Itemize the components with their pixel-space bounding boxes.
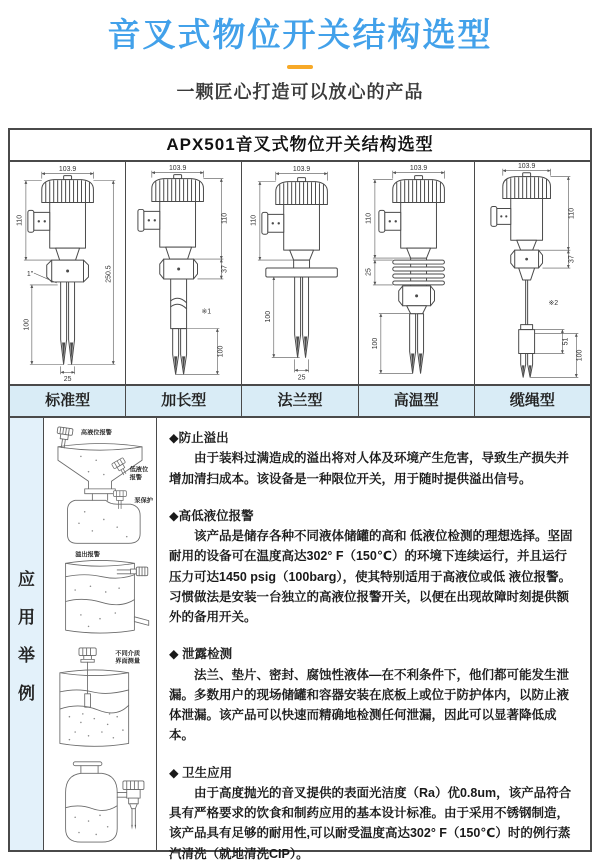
type-label-flange: 法兰型 [242,386,358,416]
dim-fork: 100 [217,345,225,358]
application-diagrams [44,418,157,850]
application-row [10,418,590,861]
overflow-tank-diagram [44,548,156,645]
selection-table [8,128,592,861]
dim-nut: 37 [221,265,229,273]
dim-note: ※2 [548,299,558,307]
drawing-hightemp [359,162,475,384]
dim-head: 110 [221,212,229,224]
extended-type-drawing [126,162,241,384]
dim-thread: 1" [26,270,34,278]
dim-width: 103.9 [293,166,311,174]
type-label-standard: 标准型 [10,386,126,416]
dim-fork: 100 [576,349,584,362]
dim-head: 110 [365,212,373,224]
section-high-low-alarm [169,506,576,628]
section-sanitary [169,763,576,861]
level-sensor-icon [117,567,148,576]
overflow-label: 溢出报警 [75,551,100,559]
dim-fork: 100 [371,337,379,350]
drawings-row [10,162,590,386]
dim-gap: 25 [298,374,306,382]
application-sidebar [10,418,44,850]
section-body: 法兰、垫片、密封、腐蚀性液体—在不利条件下，他们都可能发生泄漏。多数用户的现场储罐和容器安装在底板上或位于防护体内，以防止液体泄漏。该产品可以快速而精确地检测任何泄漏，因此可以显著降低成本。 [169,667,570,743]
type-label-cable: 缆绳型 [509,392,555,409]
drawing-cable [475,162,590,384]
standard-type-drawing [10,162,125,384]
section-overflow [169,428,576,489]
section-heading: ◆ 卫生应用 [169,765,233,780]
bottle-diagram [44,758,156,850]
dim-nut: 37 [568,255,576,263]
table-title: APX501音叉式物位开关结构选型 [10,130,590,162]
sidebar-char: 应 [18,569,35,589]
low-level-label-line1: 低液位 [129,466,149,474]
low-level-label-line2: 报警 [129,474,142,482]
application-text [157,418,590,861]
drawing-flange [242,162,358,384]
type-label-hightemp: 高温型 [359,386,475,416]
section-heading: ◆高低液位报警 [169,508,254,523]
dim-gap: 25 [63,376,72,384]
side-sensor-icon [117,781,144,830]
sidebar-char: 例 [18,683,35,703]
sidebar-char: 举 [18,645,35,665]
level-sensor-icon [113,491,126,509]
cable-sensor-icon [79,647,96,706]
dim-fork: 100 [265,310,273,323]
cable-type-drawing [475,162,590,384]
section-leak-detect [169,644,576,745]
dim-note: ※1 [201,308,212,316]
section-body: 该产品是储存各种不同液体储罐的高和 低液位检测的理想选择。坚固耐用的设备可在温度高达302° F（150℃）的环境下连续运行，并且运行压力可达1450 psig（100barg），使其特别适用于高液位或低 液位报警。习惯做法是安装一台独立的高液位报警开关，以便在出现故障时刻提供额外的备用开关。 [169,529,573,624]
page-subtitle: 一颗匠心打造可以放心的产品 [176,81,424,102]
drawing-extended [126,162,242,384]
dim-head: 110 [16,214,24,226]
dim-width: 103.9 [409,165,427,173]
section-body: 由于装料过满造成的溢出将对人体及环境产生危害，导致生产损失并增加清扫成本。该设备是一种限位开关，用于随时提供溢出信号。 [169,451,570,486]
page-header [0,0,600,104]
flange-type-drawing [242,162,357,384]
interface-label-line2: 界面测量 [115,657,141,665]
section-heading: ◆防止溢出 [169,431,229,445]
dim-width: 103.9 [58,166,77,174]
high-level-label: 高液位报警 [80,429,112,437]
page-title: 音叉式物位开关结构选型 [107,16,493,53]
interface-label-line1: 不同介质 [115,650,141,658]
dim-width: 103.9 [169,165,187,173]
dim-head: 110 [568,207,576,219]
type-label-extended: 加长型 [126,386,242,416]
pump-protect-label: 泵保护 [134,497,153,505]
dim-overall: 250.5 [105,265,113,283]
sidebar-char: 用 [18,607,35,627]
dim-body: 51 [562,337,570,346]
interface-tank-diagram [44,646,156,759]
type-labels-row [10,386,590,418]
accent-dash [287,65,313,69]
dim-width: 103.9 [517,163,536,171]
hopper-diagram [44,422,156,548]
dim-fins: 25 [365,268,373,276]
section-heading: ◆ 泄露检测 [169,647,233,662]
dim-fork: 100 [23,318,31,331]
section-body: 由于高度抛光的音叉提供的表面光洁度（Ra）优0.8um，该产品符合具有严格要求的饮食和制药应用的基本设计标准。由于采用不锈钢制造，该产品具有足够的耐用性,可以耐受温度高达302° F（150℃）时的例行蒸汽清洗（就地清洗CIP）。 [169,785,572,861]
drawing-standard [10,162,126,384]
hightemp-type-drawing [359,162,474,384]
dim-head: 110 [250,214,258,226]
